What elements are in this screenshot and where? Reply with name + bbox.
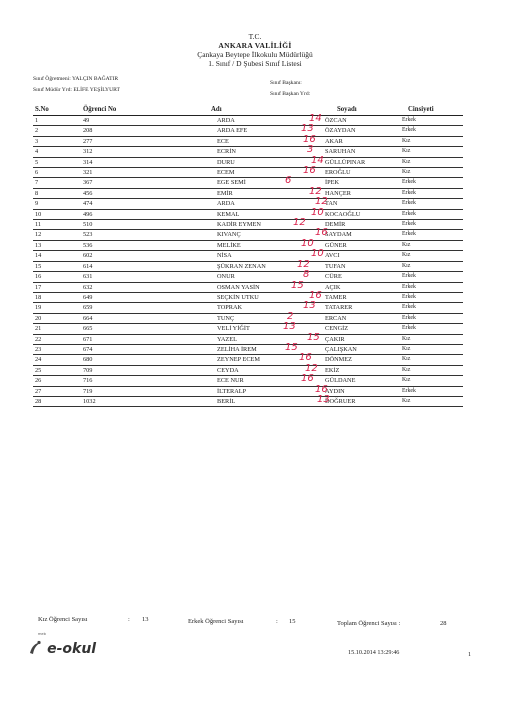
student-surname: HANÇER 12	[307, 188, 400, 198]
student-first-name: TOPRAK	[171, 303, 307, 313]
table-row	[33, 209, 463, 219]
student-number: 659	[81, 303, 171, 313]
student-number: 474	[81, 199, 171, 209]
handwritten-grade-mark: 16	[303, 133, 316, 145]
student-first-name: ARDA	[171, 199, 307, 209]
table-row	[33, 355, 463, 365]
student-first-name: NİSA	[171, 251, 307, 261]
student-gender: Erkek	[400, 178, 463, 188]
handwritten-grade-mark: 10	[311, 206, 324, 218]
student-seq-no: 6	[33, 168, 81, 178]
student-number: 536	[81, 240, 171, 250]
student-gender: Erkek	[400, 116, 463, 126]
student-first-name: ECE NUR	[171, 376, 307, 386]
student-number: 709	[81, 365, 171, 375]
student-number: 312	[81, 147, 171, 157]
girls-count-value: 13	[142, 616, 149, 623]
student-seq-no: 23	[33, 344, 81, 354]
student-gender: Erkek	[400, 386, 463, 396]
table-row	[33, 220, 463, 230]
girls-count-colon: :	[128, 616, 130, 623]
student-gender: Kız	[400, 261, 463, 271]
student-surname: SARUHAN 3	[307, 147, 400, 157]
student-gender: Erkek	[400, 220, 463, 230]
student-number: 664	[81, 313, 171, 323]
handwritten-grade-mark: 15	[307, 331, 320, 343]
handwritten-grade-mark: 10	[301, 237, 314, 249]
student-seq-no: 7	[33, 178, 81, 188]
student-surname: AVCI 10	[307, 251, 400, 261]
table-header-row	[33, 104, 463, 116]
student-gender: Kız	[400, 136, 463, 146]
table-row	[33, 188, 463, 198]
student-surname: TATARER 13	[307, 303, 400, 313]
student-seq-no: 10	[33, 209, 81, 219]
handwritten-grade-mark: 14	[309, 113, 322, 124]
student-number: 665	[81, 324, 171, 334]
student-gender: Erkek	[400, 292, 463, 302]
student-surname: ÇAKIR 15	[307, 334, 400, 344]
handwritten-grade-mark: 13	[283, 321, 296, 333]
col-header-gender: Cinsiyeti	[400, 104, 463, 116]
student-first-name: YAZEL	[171, 334, 307, 344]
student-surname: DEMİR 12	[307, 220, 400, 230]
student-seq-no: 11	[33, 220, 81, 230]
handwritten-grade-mark: 16	[303, 165, 316, 177]
student-first-name: ARDA EFE	[171, 126, 307, 136]
student-first-name: OSMAN YASİN	[171, 282, 307, 292]
col-header-student-no: Öğrenci No	[81, 104, 171, 116]
handwritten-grade-mark: 12	[297, 258, 310, 270]
student-gender: Kız	[400, 157, 463, 167]
table-row	[33, 178, 463, 188]
student-surname: ERCAN 2	[307, 313, 400, 323]
table-row	[33, 324, 463, 334]
handwritten-grade-mark: 16	[301, 373, 314, 385]
total-count-label: Toplam Öğrenci Sayısı :	[337, 620, 401, 627]
table-row	[33, 313, 463, 323]
student-gender: Erkek	[400, 282, 463, 292]
student-number: 314	[81, 157, 171, 167]
student-first-name: ONUR	[171, 272, 307, 282]
student-gender: Kız	[400, 376, 463, 386]
table-row	[33, 116, 463, 126]
student-number: 367	[81, 178, 171, 188]
table-row	[33, 396, 463, 406]
student-seq-no: 27	[33, 386, 81, 396]
student-first-name: KIVANÇ	[171, 230, 307, 240]
student-gender: Erkek	[400, 313, 463, 323]
student-seq-no: 12	[33, 230, 81, 240]
student-first-name: DURU	[171, 157, 307, 167]
student-surname: TAMER 16	[307, 292, 400, 302]
col-header-name: Adı	[171, 104, 307, 116]
student-first-name: ZEYNEP ECEM	[171, 355, 307, 365]
student-number: 649	[81, 292, 171, 302]
student-first-name: EGE SEMİ	[171, 178, 307, 188]
student-gender: Erkek	[400, 230, 463, 240]
table-row	[33, 251, 463, 261]
student-surname: SAYDAM 16	[307, 230, 400, 240]
table-row	[33, 292, 463, 302]
student-seq-no: 25	[33, 365, 81, 375]
table-row	[33, 365, 463, 375]
student-number: 1032	[81, 396, 171, 406]
student-number: 496	[81, 209, 171, 219]
student-surname: GÜNER 10	[307, 240, 400, 250]
handwritten-grade-mark: 2	[287, 310, 294, 322]
table-row	[33, 230, 463, 240]
table-row	[33, 261, 463, 271]
student-first-name: ŞÜKRAN ZENAN	[171, 261, 307, 271]
student-number: 614	[81, 261, 171, 271]
logo-meb-text: meb	[38, 632, 46, 636]
student-gender: Kız	[400, 355, 463, 365]
table-row	[33, 376, 463, 386]
student-first-name: ECEM	[171, 168, 307, 178]
student-surname: EROĞLU 16	[307, 168, 400, 178]
student-gender: Erkek	[400, 209, 463, 219]
handwritten-grade-mark: 6	[285, 175, 292, 187]
student-gender: Kız	[400, 365, 463, 375]
student-seq-no: 13	[33, 240, 81, 250]
student-first-name: KEMAL	[171, 209, 307, 219]
col-header-sno: S.No	[33, 104, 81, 116]
student-surname: AÇIK 15	[307, 282, 400, 292]
handwritten-grade-mark: 12	[309, 185, 322, 197]
student-seq-no: 19	[33, 303, 81, 313]
handwritten-grade-mark: 3	[307, 144, 314, 156]
student-first-name: ZELİHA İREM	[171, 344, 307, 354]
student-first-name: KADİR EYMEN	[171, 220, 307, 230]
student-gender: Kız	[400, 334, 463, 344]
student-seq-no: 26	[33, 376, 81, 386]
student-first-name: SEÇKİN UTKU	[171, 292, 307, 302]
handwritten-grade-mark: 15	[285, 341, 298, 353]
handwritten-grade-mark: 13	[317, 393, 330, 405]
header-tc: T.C.	[248, 32, 262, 41]
student-surname: CÜRE 8	[307, 272, 400, 282]
student-gender: Erkek	[400, 188, 463, 198]
table-row	[33, 386, 463, 396]
e-okul-logo	[28, 632, 97, 657]
student-gender: Erkek	[400, 199, 463, 209]
table-row	[33, 282, 463, 292]
handwritten-grade-mark: 13	[301, 123, 314, 135]
student-seq-no: 24	[33, 355, 81, 365]
student-surname: EKİZ 12	[307, 365, 400, 375]
logo-text: e-okul	[47, 641, 97, 657]
student-number: 632	[81, 282, 171, 292]
student-number: 716	[81, 376, 171, 386]
student-seq-no: 14	[33, 251, 81, 261]
page-number: 1	[468, 651, 472, 658]
student-surname: TUFAN 12	[307, 261, 400, 271]
student-first-name: İLTERALP	[171, 386, 307, 396]
handwritten-grade-mark: 16	[299, 352, 312, 364]
student-seq-no: 22	[33, 334, 81, 344]
student-seq-no: 3	[33, 136, 81, 146]
total-count-value: 28	[440, 620, 447, 627]
girls-count-label: Kız Öğrenci Sayısı	[38, 616, 88, 623]
student-number: 602	[81, 251, 171, 261]
handwritten-grade-mark: 10	[311, 248, 324, 260]
handwritten-grade-mark: 12	[315, 196, 328, 208]
student-gender: Kız	[400, 168, 463, 178]
student-seq-no: 17	[33, 282, 81, 292]
student-gender: Kız	[400, 240, 463, 250]
student-gender: Erkek	[400, 126, 463, 136]
student-surname: GÜLLÜPINAR 14	[307, 157, 400, 167]
handwritten-grade-mark: 12	[293, 217, 306, 229]
student-gender: Kız	[400, 147, 463, 157]
table-row	[33, 199, 463, 209]
handwritten-grade-mark: 16	[309, 289, 322, 301]
header-class-list-title: 1. Sınıf / D Şubesi Sınıf Listesi	[208, 59, 302, 68]
header-school: Çankaya Beytepe İlkokulu Müdürlüğü	[197, 50, 313, 59]
student-surname: İPEK 6	[307, 178, 400, 188]
student-surname: ÇALIŞKAN 15	[307, 344, 400, 354]
student-table	[33, 104, 463, 407]
table-row	[33, 240, 463, 250]
student-seq-no: 9	[33, 199, 81, 209]
handwritten-grade-mark: 12	[305, 362, 318, 374]
student-first-name: ECE	[171, 136, 307, 146]
student-number: 49	[81, 116, 171, 126]
student-number: 671	[81, 334, 171, 344]
table-row	[33, 303, 463, 313]
header-governorship: ANKARA VALİLİĞİ	[218, 41, 292, 50]
class-president: Sınıf Başkanı:	[270, 80, 302, 86]
student-seq-no: 4	[33, 147, 81, 157]
student-number: 523	[81, 230, 171, 240]
boys-count-value: 15	[289, 618, 296, 625]
e-okul-swoosh-icon	[28, 640, 42, 656]
student-first-name: CEYDA	[171, 365, 307, 375]
student-first-name: ECRİN	[171, 147, 307, 157]
student-first-name: MELİKE	[171, 240, 307, 250]
handwritten-grade-mark: 16	[315, 383, 328, 395]
student-first-name: VELİ YİĞİT	[171, 324, 307, 334]
table-row	[33, 344, 463, 354]
student-first-name: ARDA	[171, 116, 307, 126]
student-surname: DOĞRUER 13	[307, 396, 400, 406]
student-number: 631	[81, 272, 171, 282]
handwritten-grade-mark: 15	[291, 279, 304, 291]
student-number: 208	[81, 126, 171, 136]
class-teacher: Sınıf Öğretmeni: YALÇIN BAĞATIR	[33, 76, 119, 82]
student-gender: Kız	[400, 344, 463, 354]
student-number: 674	[81, 344, 171, 354]
handwritten-grade-mark: 16	[315, 227, 328, 239]
student-first-name: TUNÇ	[171, 313, 307, 323]
student-surname: AYDIN 16	[307, 386, 400, 396]
student-surname: CENGİZ 13	[307, 324, 400, 334]
student-seq-no: 8	[33, 188, 81, 198]
handwritten-grade-mark: 13	[303, 300, 316, 312]
student-gender: Erkek	[400, 272, 463, 282]
print-timestamp: 15.10.2014 13:29:46	[348, 649, 400, 656]
student-number: 321	[81, 168, 171, 178]
student-surname: ÖZCAN 14	[307, 116, 400, 126]
table-row	[33, 334, 463, 344]
student-surname: DÖNMEZ 16	[307, 355, 400, 365]
student-gender: Kız	[400, 396, 463, 406]
student-seq-no: 28	[33, 396, 81, 406]
col-header-surname: Soyadı	[307, 104, 400, 116]
class-vice-president: Sınıf Başkan Yrd:	[270, 91, 311, 97]
student-seq-no: 15	[33, 261, 81, 271]
student-number: 510	[81, 220, 171, 230]
student-gender: Erkek	[400, 303, 463, 313]
student-number: 680	[81, 355, 171, 365]
student-seq-no: 5	[33, 157, 81, 167]
student-first-name: BERİL	[171, 396, 307, 406]
table-row	[33, 126, 463, 136]
table-row	[33, 157, 463, 167]
student-surname: GÜLDANE 16	[307, 376, 400, 386]
student-surname: AKAR 16	[307, 136, 400, 146]
student-surname: TAN 12	[307, 199, 400, 209]
student-seq-no: 1	[33, 116, 81, 126]
student-gender: Kız	[400, 251, 463, 261]
student-number: 456	[81, 188, 171, 198]
student-seq-no: 20	[33, 313, 81, 323]
student-surname: KOCAOĞLU 10	[307, 209, 400, 219]
boys-count-label: Erkek Öğrenci Sayısı	[188, 618, 244, 625]
student-seq-no: 2	[33, 126, 81, 136]
handwritten-grade-mark: 14	[311, 154, 324, 166]
student-number: 719	[81, 386, 171, 396]
table-row	[33, 168, 463, 178]
student-number: 277	[81, 136, 171, 146]
table-row	[33, 147, 463, 157]
handwritten-grade-mark: 8	[303, 269, 310, 281]
student-seq-no: 18	[33, 292, 81, 302]
class-vice-principal: Sınıf Müdür Yrd: ELİFE YEŞİLYURT	[33, 87, 120, 93]
student-seq-no: 16	[33, 272, 81, 282]
table-row	[33, 136, 463, 146]
student-surname: ÖZAYDAN 13	[307, 126, 400, 136]
student-seq-no: 21	[33, 324, 81, 334]
boys-count-colon: :	[276, 618, 278, 625]
student-gender: Erkek	[400, 324, 463, 334]
table-row	[33, 272, 463, 282]
student-first-name: EMİR	[171, 188, 307, 198]
